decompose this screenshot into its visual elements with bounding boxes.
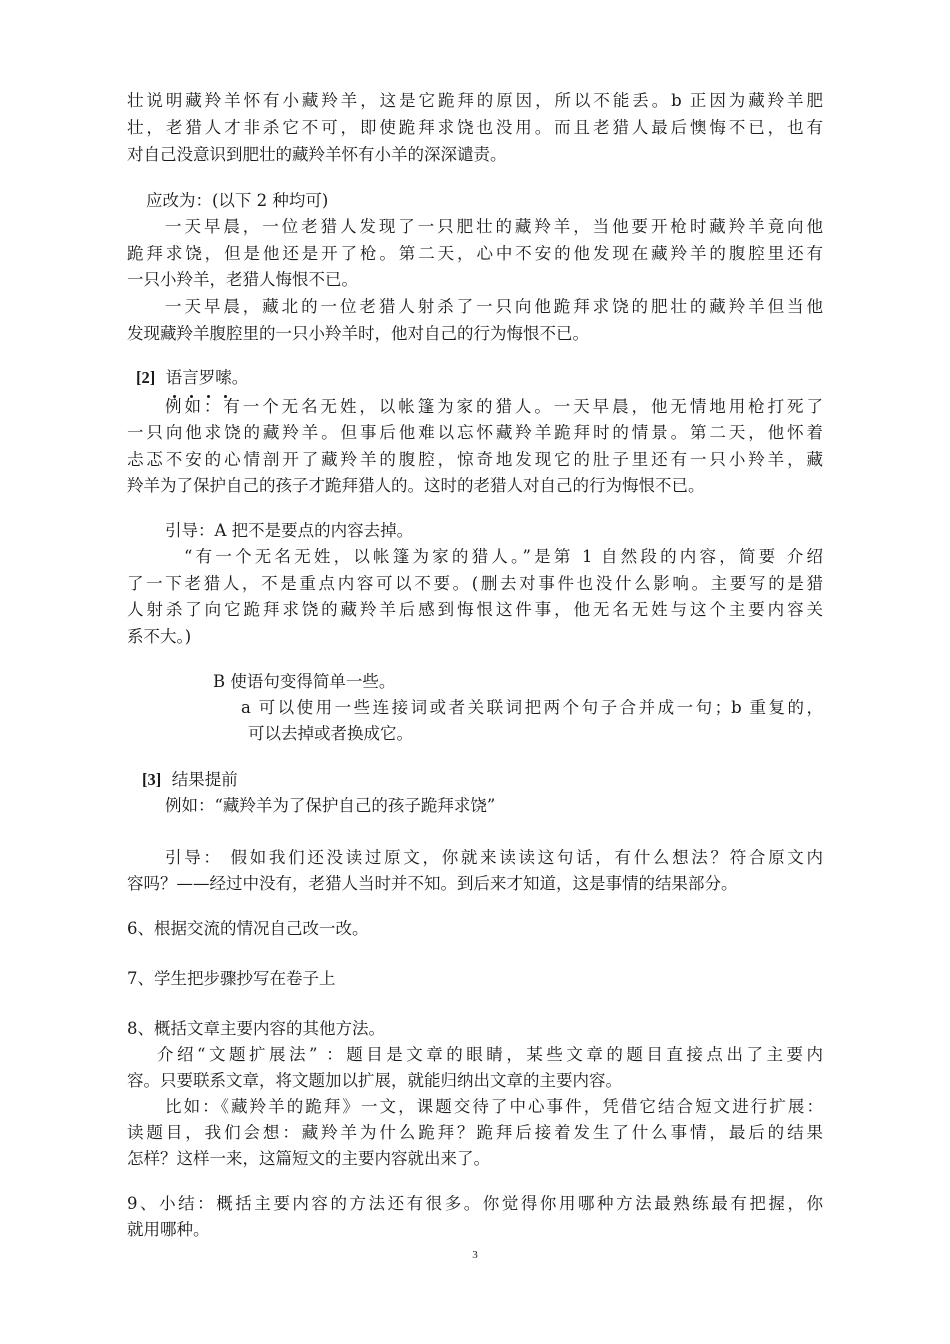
text-line: 了一下老猎人，不是重点内容可以不要。(删去对事件也没什么影响。主要写的是猎	[127, 574, 823, 593]
section-heading-2	[136, 366, 823, 390]
text-line: 容。只要联系文章，将文题加以扩展，就能归纳出文章的主要内容。	[127, 1071, 622, 1090]
section-number: [3]	[142, 770, 162, 789]
text-line: 一只向他求饶的藏羚羊。但事后他难以忘怀藏羚羊跪拜时的情景。第二天，他怀着	[127, 423, 823, 442]
text-line: 一天早晨，藏北的一位老猎人射杀了一只向他跪拜求饶的肥壮的藏羚羊但当他	[165, 297, 823, 316]
text-line: 例如：有一个无名无姓，以帐篷为家的猎人。一天早晨，他无情地用枪打死了	[165, 397, 823, 416]
section-heading-3	[142, 768, 823, 792]
section-number: [2]	[136, 368, 156, 387]
text-line: 忐忑不安的心情剖开了藏羚羊的腹腔，惊奇地发现它的肚子里还有一只小羚羊，藏	[127, 450, 823, 469]
heading-should-change: 应改为：(以下 2 种均可)	[146, 191, 329, 210]
text-line: 系不大。)	[127, 627, 192, 646]
text-line: 读题目，我们会想：藏羚羊为什么跪拜？跪拜后接着发生了什么事情，最后的结果	[127, 1123, 823, 1142]
text-line: 人射杀了向它跪拜求饶的藏羚羊后感到悔恨这件事，他无名无姓与这个主要内容关	[127, 600, 823, 619]
text-line: 比如：《藏羚羊的跪拜》一文，课题交待了中心事件，凭借它结合短文进行扩展：	[165, 1097, 823, 1116]
text-line: a 可以使用一些连接词或者关联词把两个句子合并成一句；b 重复的，	[241, 698, 823, 717]
text-line: 怎样？这样一来，这篇短文的主要内容就出来了。	[127, 1149, 490, 1168]
text-line: 就用哪种。	[127, 1220, 210, 1239]
text-line: “有一个无名无姓，以帐篷为家的猎人。”是第 1 自然段的内容，简要 介绍	[184, 547, 823, 566]
text-line: 壮，老猎人才非杀它不可，即使跪拜求饶也没用。而且老猎人最后懊悔不已，也有	[127, 118, 823, 137]
text-line: 可以去掉或者换成它。	[248, 724, 413, 743]
text-line: 例如：“藏羚羊为了保护自己的孩子跪拜求饶”	[165, 796, 496, 815]
section-title: 语言罗嗦。	[166, 368, 249, 387]
section-title: 结果提前	[171, 770, 238, 789]
text-line: 羚羊为了保护自己的孩子才跪拜猎人的。这时的老猎人对自己的行为悔恨不已。	[127, 476, 705, 495]
text-line: 跪拜求饶，但是他还是开了枪。第二天，心中不安的他发现在藏羚羊的腹腔里还有	[127, 244, 823, 263]
text-line: 壮说明藏羚羊怀有小藏羚羊，这是它跪拜的原因，所以不能丢。b 正因为藏羚羊肥	[127, 91, 823, 110]
text-line: 一只小羚羊，老猎人悔恨不已。	[127, 270, 358, 289]
text-line: 介绍“文题扩展法” ：题目是文章的眼睛，某些文章的题目直接点出了主要内	[157, 1045, 823, 1064]
text-line: 发现藏羚羊腹腔里的一只小羚羊时，他对自己的行为悔恨不已。	[127, 324, 589, 343]
text-line: 对自己没意识到肥壮的藏羚羊怀有小羊的深深谴责。	[127, 145, 507, 164]
page-number: 3	[472, 1249, 478, 1261]
step-6: 6、根据交流的情况自己改一改。	[127, 919, 369, 938]
step-9: 9、小结：概括主要内容的方法还有很多。你觉得你用哪种方法最熟练最有把握，你	[127, 1194, 823, 1213]
guide-b-heading: B 使语句变得简单一些。	[213, 672, 396, 691]
text-line: 一天早晨，一位老猎人发现了一只肥壮的藏羚羊，当他要开枪时藏羚羊竟向他	[165, 217, 823, 236]
text-line: 容吗？——经过中没有，老猎人当时并不知。到后来才知道，这是事情的结果部分。	[127, 874, 738, 893]
step-7: 7、学生把步骤抄写在卷子上	[127, 969, 336, 988]
step-8: 8、概括文章主要内容的其他方法。	[127, 1019, 385, 1038]
text-line: 引导： 假如我们还没读过原文，你就来读读这句话，有什么想法？符合原文内	[165, 848, 823, 867]
guide-a-heading: 引导：A 把不是要点的内容去掉。	[165, 521, 414, 540]
